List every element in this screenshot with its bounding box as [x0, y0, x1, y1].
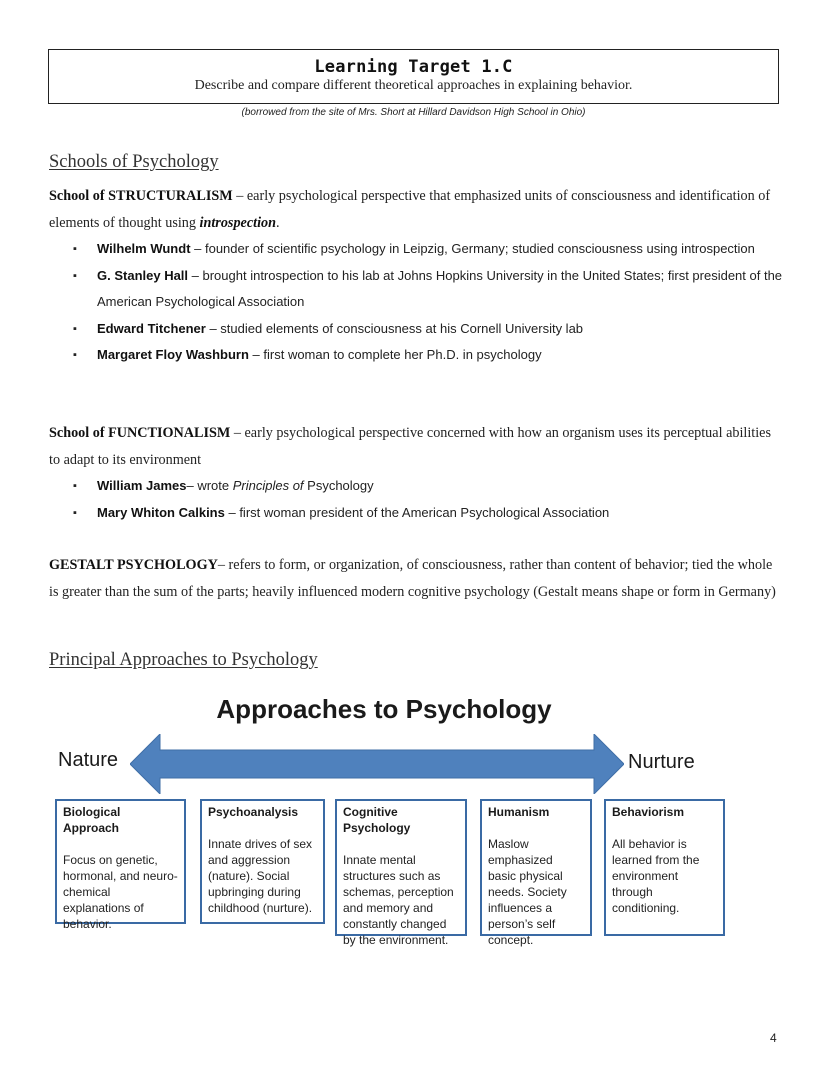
person-name: Margaret Floy Washburn [97, 347, 249, 362]
person-name: Wilhelm Wundt [97, 241, 191, 256]
approach-title: Cognitive Psychology [343, 805, 411, 835]
bullet-icon: ▪ [73, 269, 77, 282]
person-name: Mary Whiton Calkins [97, 504, 225, 520]
approach-box-biological [55, 799, 186, 931]
structuralism-name: School of STRUCTURALISM [49, 188, 233, 204]
approach-title: Behaviorism [612, 805, 685, 819]
diagram-title: Approaches to Psychology [216, 694, 552, 724]
structuralism-list [0, 236, 790, 369]
person-description: – brought introspection to his lab at Johns Hopkins University in the United States; first president of the American Psychological Association [97, 267, 783, 309]
structuralism-end: . [276, 214, 280, 231]
functionalism-list [0, 473, 790, 526]
gestalt-text: – refers to form, or organization, of consciousness, rather than content of behavior; tied the whole is greater than the sum of the parts; heavily influenced modern cognitive psychology (Gestalt means shape or form in Germany) [49, 557, 776, 600]
bullet-icon: ▪ [73, 243, 77, 255]
approach-box-humanism [480, 799, 592, 947]
person-description: – first woman to complete her Ph.D. in psychology [248, 347, 542, 362]
bullet-icon: ▪ [73, 349, 77, 361]
approach-title: Psychoanalysis [208, 805, 299, 819]
nature-nurture-arrow-icon [130, 734, 624, 794]
approaches-heading: Principal Approaches to Psychology [49, 650, 318, 670]
schools-heading: Schools of Psychology [49, 152, 219, 172]
bullet-icon: ▪ [73, 506, 77, 519]
list-item [0, 473, 790, 500]
person-description: – founder of scientific psychology in Leipzig, Germany; studied consciousness using introspection [190, 241, 755, 256]
approach-text: All behavior is learned from the environment through conditioning. [612, 837, 700, 915]
learning-target-box [48, 49, 779, 104]
functionalism-name: School of FUNCTIONALISM [49, 425, 231, 441]
approach-box-cognitive [335, 799, 467, 947]
person-name: William James [97, 478, 187, 493]
page-number: 4 [770, 1031, 777, 1045]
functionalism-text: – early psychological perspective concerned with how an organism uses its perceptual abilities to adapt to its environment [49, 425, 771, 468]
person-name: Edward Titchener [97, 320, 206, 336]
person-description: – studied elements of consciousness at his Cornell University lab [205, 320, 584, 336]
functionalism-paragraph [49, 420, 784, 473]
list-item [0, 263, 790, 316]
bullet-icon: ▪ [73, 322, 77, 335]
gestalt-name: GESTALT PSYCHOLOGY [49, 557, 218, 573]
list-item [0, 316, 790, 343]
nature-label: Nature [58, 749, 119, 771]
approach-text: Maslow emphasized basic physical needs. Society influences a person’s self concept. [488, 837, 567, 947]
approach-text: Innate mental structures such as schemas, perception and memory and constantly changed by the environment. [343, 853, 454, 947]
person-description: – wrote [186, 478, 233, 493]
approach-text: Innate drives of sex and aggression (nature). Social upbringing during childhood (nurture). [208, 837, 313, 915]
approach-box-behaviorism [604, 799, 725, 936]
book-title: Principles of [232, 478, 304, 493]
learning-target-description: Describe and compare different theoretical approaches in explaining behavior. [194, 78, 633, 93]
double-arrow-shape [130, 734, 624, 794]
learning-target-title: Learning Target 1.C [314, 57, 513, 77]
bullet-icon: ▪ [73, 480, 77, 492]
list-item [0, 342, 790, 369]
book-title-end: Psychology [303, 478, 374, 493]
structuralism-text: – early psychological perspective that emphasized units of consciousness and identification of elements of thought using [49, 188, 771, 231]
person-description: – first woman president of the American Psychological Association [224, 504, 610, 520]
approach-title: Biological Approach [63, 805, 121, 835]
gestalt-paragraph [49, 552, 784, 605]
source-credit: (borrowed from the site of Mrs. Short at Hillard Davidson High School in Ohio) [241, 107, 586, 118]
approach-text: Focus on genetic, hormonal, and neuro-chemical explanations of behavior. [63, 853, 178, 931]
structuralism-paragraph [49, 183, 784, 236]
approach-box-psychoanalysis [200, 799, 325, 924]
list-item [0, 236, 790, 263]
structuralism-term: introspection [199, 214, 276, 231]
approach-title: Humanism [488, 805, 550, 819]
person-name: G. Stanley Hall [97, 267, 189, 283]
list-item [0, 500, 790, 527]
nurture-label: Nurture [628, 751, 695, 773]
